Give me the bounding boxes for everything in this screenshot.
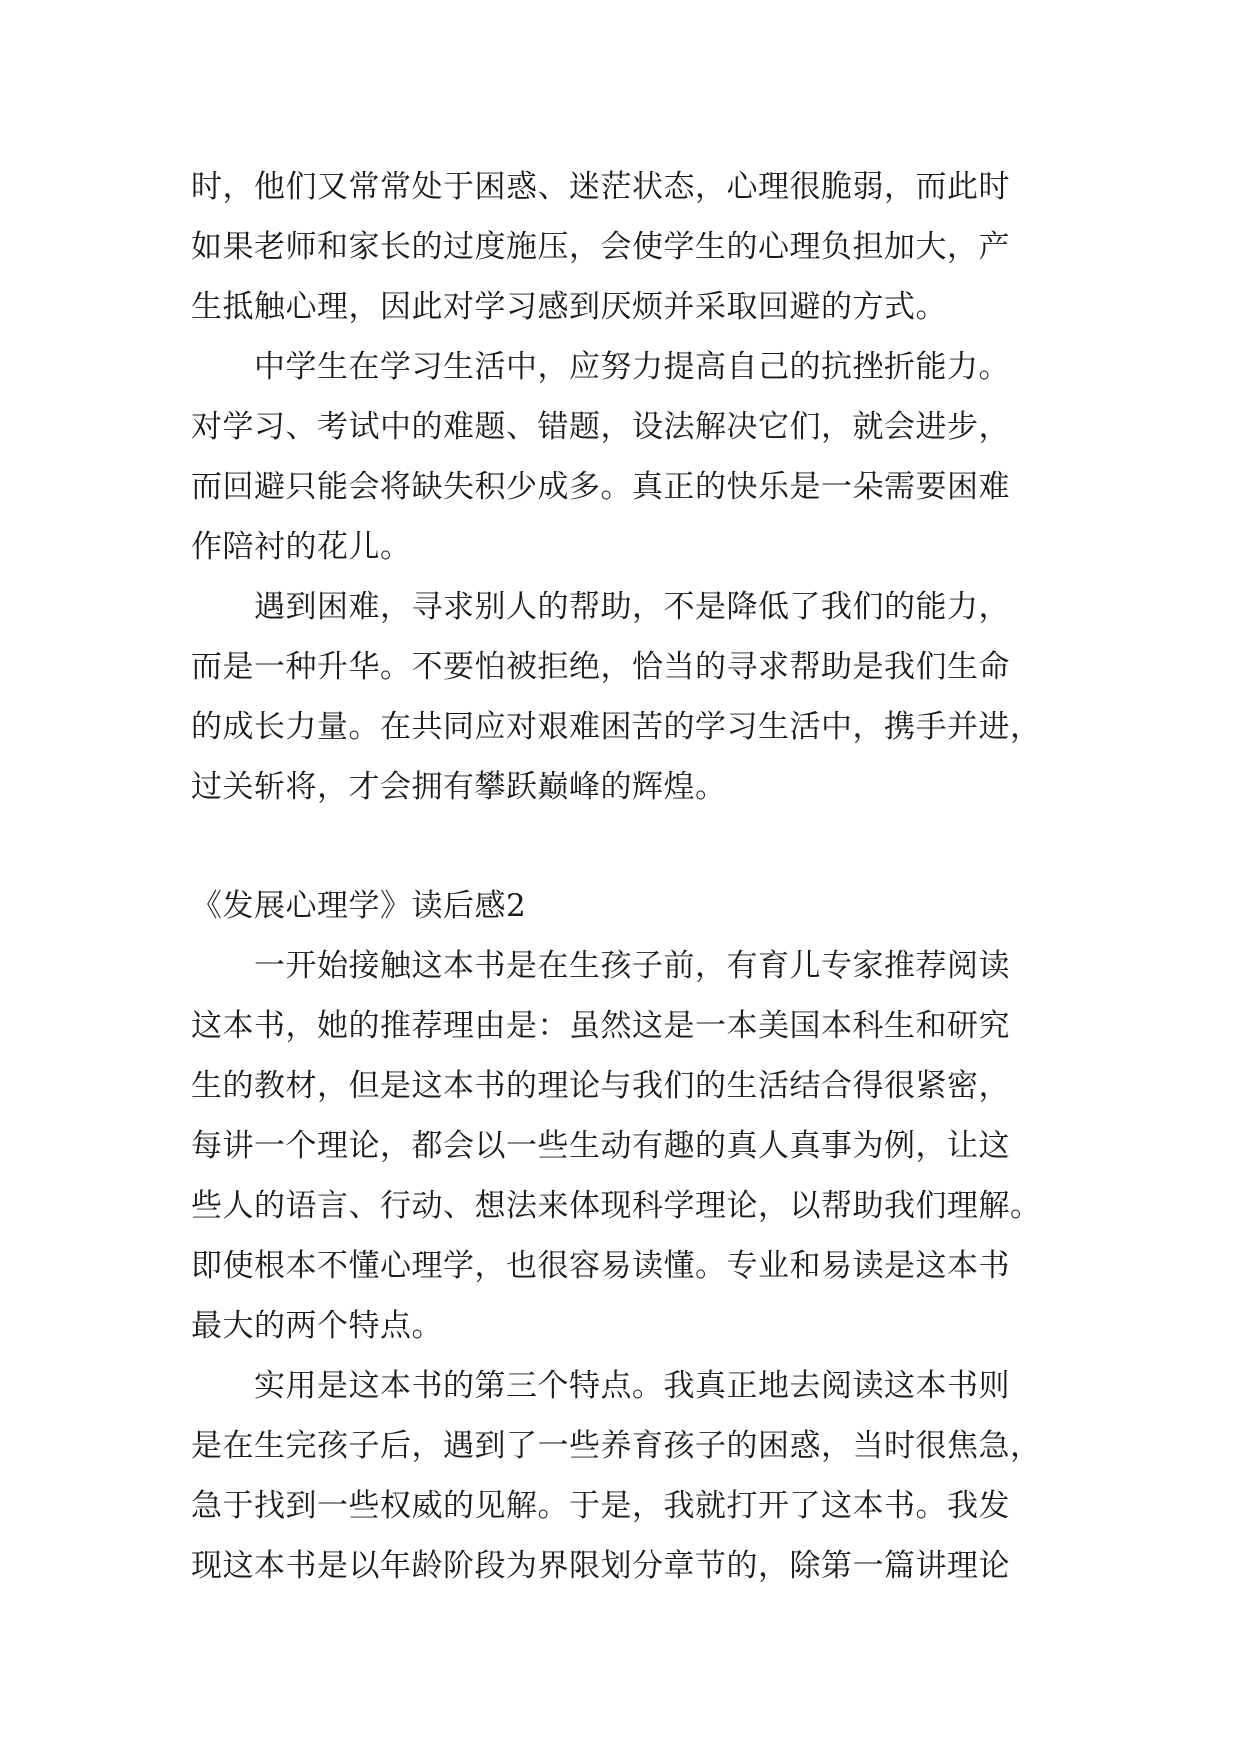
text-line: 过关斩将，才会拥有攀跃巅峰的辉煌。 <box>191 769 727 805</box>
section-spacer <box>191 817 1061 876</box>
paragraph-block-1 <box>191 157 1061 817</box>
text-line: 而回避只能会将缺失积少成多。真正的快乐是一朵需要困难 <box>191 469 1010 505</box>
text-line: 生抵触心理，因此对学习感到厌烦并采取回避的方式。 <box>191 289 947 325</box>
text-line: 即使根本不懂心理学，也很容易读懂。专业和易读是这本书 <box>191 1248 1010 1284</box>
text-line: 如果老师和家长的过度施压，会使学生的心理负担加大，产 <box>191 229 1010 265</box>
text-line: 些人的语言、行动、想法来体现科学理论，以帮助我们理解。 <box>191 1188 1042 1224</box>
section-heading: 《发展心理学》读后感2 <box>191 888 527 924</box>
text-line: 是在生完孩子后，遇到了一些养育孩子的困惑，当时很焦急， <box>191 1428 1042 1464</box>
text-line: 实用是这本书的第三个特点。我真正地去阅读这本书则 <box>191 1368 1010 1404</box>
text-line: 生的教材，但是这本书的理论与我们的生活结合得很紧密， <box>191 1068 1010 1104</box>
paragraph-block-2 <box>191 936 1061 1596</box>
text-line: 最大的两个特点。 <box>191 1308 443 1344</box>
text-line: 而是一种升华。不要怕被拒绝，恰当的寻求帮助是我们生命 <box>191 649 1010 685</box>
document-body <box>191 157 1061 1596</box>
text-line: 中学生在学习生活中，应努力提高自己的抗挫折能力。 <box>191 349 1010 385</box>
text-line: 作陪衬的花儿。 <box>191 529 412 565</box>
text-line: 一开始接触这本书是在生孩子前，有育儿专家推荐阅读 <box>191 948 1010 984</box>
text-line: 每讲一个理论，都会以一些生动有趣的真人真事为例，让这 <box>191 1128 1010 1164</box>
text-line: 现这本书是以年龄阶段为界限划分章节的，除第一篇讲理论 <box>191 1548 1010 1584</box>
text-line: 急于找到一些权威的见解。于是，我就打开了这本书。我发 <box>191 1488 1010 1524</box>
text-line: 时，他们又常常处于困惑、迷茫状态，心理很脆弱，而此时 <box>191 169 1010 205</box>
text-line: 遇到困难，寻求别人的帮助，不是降低了我们的能力， <box>191 589 1010 625</box>
text-line: 的成长力量。在共同应对艰难困苦的学习生活中，携手并进， <box>191 709 1042 745</box>
text-line: 对学习、考试中的难题、错题，设法解决它们，就会进步， <box>191 409 1010 445</box>
text-line: 这本书，她的推荐理由是：虽然这是一本美国本科生和研究 <box>191 1008 1010 1044</box>
